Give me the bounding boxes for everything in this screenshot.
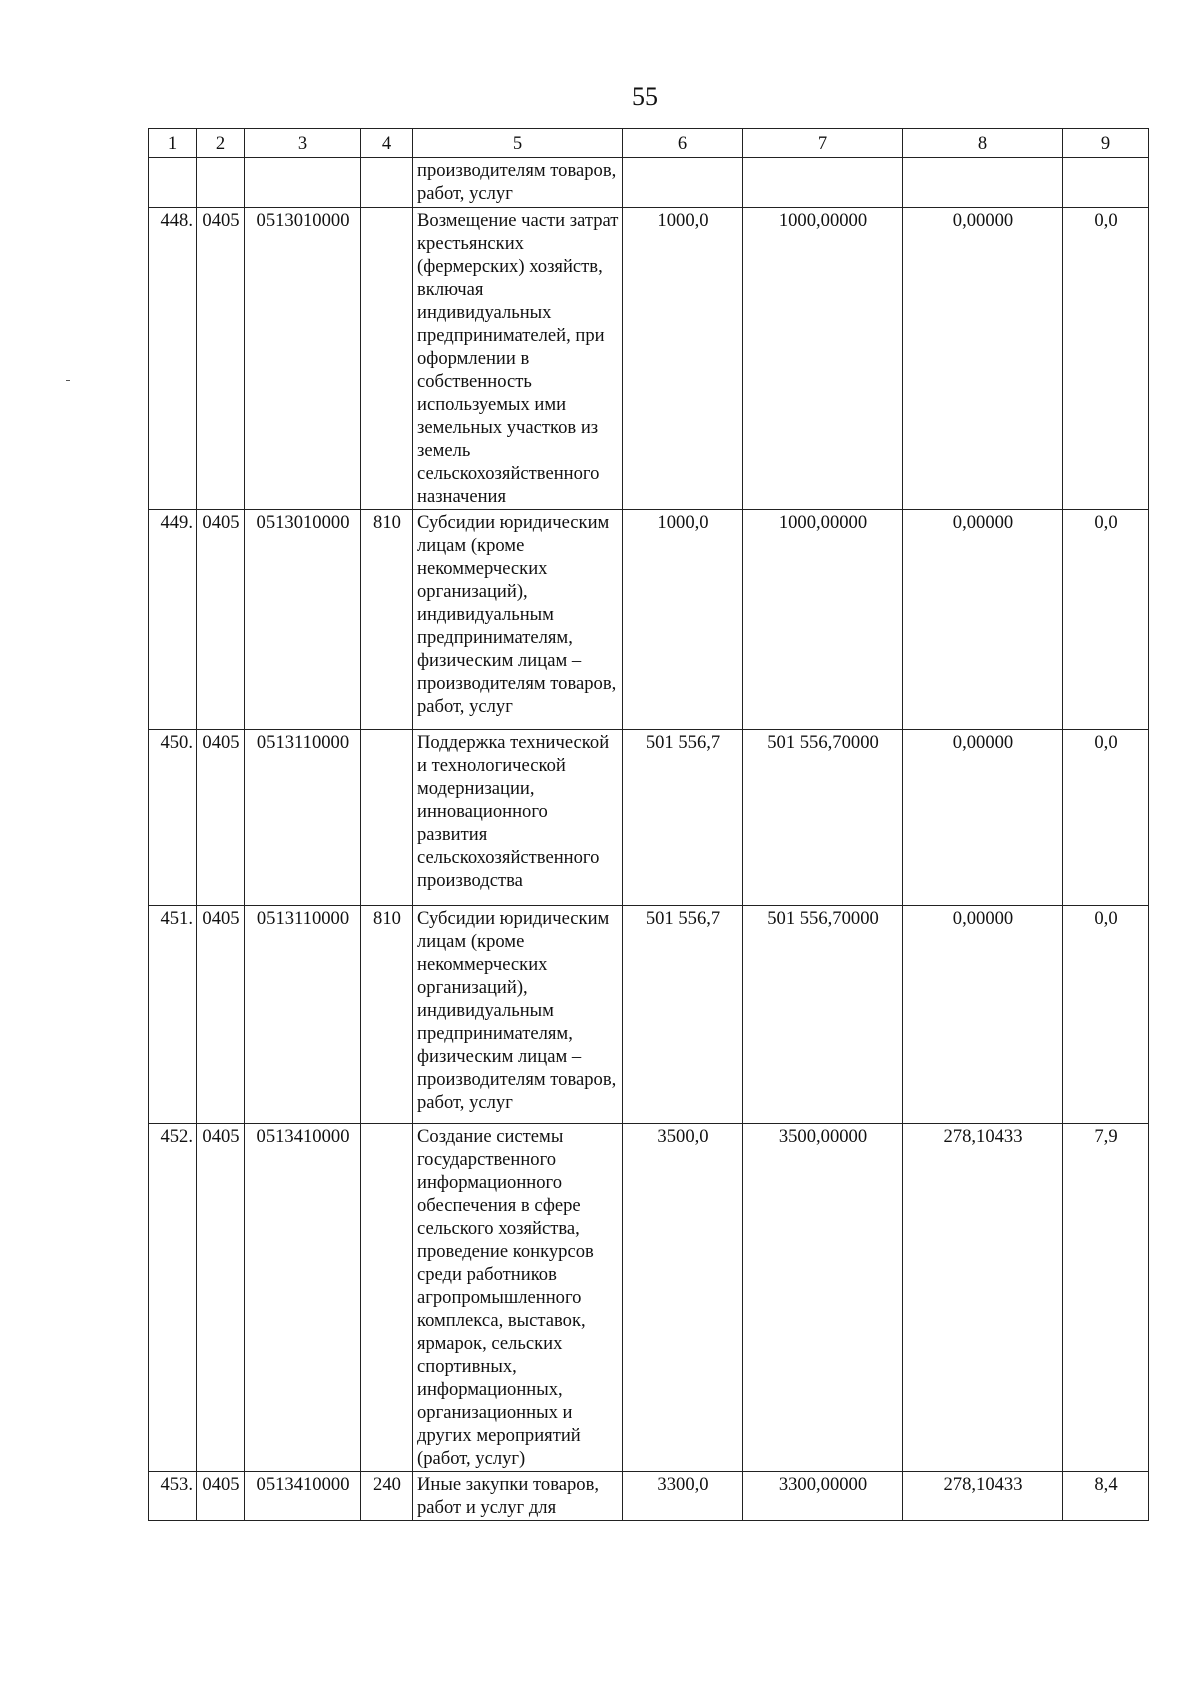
expense-type-cell (361, 158, 413, 208)
row-number-cell: 453. (149, 1472, 197, 1521)
planned-amount-cell: 501 556,7 (623, 730, 743, 906)
planned-amount-cell: 3500,0 (623, 1124, 743, 1472)
header-cell: 3 (245, 129, 361, 158)
executed-amount-cell (903, 158, 1063, 208)
expense-type-cell (361, 208, 413, 510)
planned-amount-cell: 3300,0 (623, 1472, 743, 1521)
budget-table (148, 128, 1149, 1521)
adjusted-amount-cell (743, 158, 903, 208)
row-number-cell: 452. (149, 1124, 197, 1472)
item-name-cell: Субсидии юридическим лицам (кроме некоммерческих организаций), индивидуальным предпринимателям, физическим лицам – производителям товаров, работ, услуг (413, 906, 623, 1124)
article-code-cell (245, 158, 361, 208)
table-row (149, 208, 1149, 510)
expense-type-cell: 240 (361, 1472, 413, 1521)
planned-amount-cell: 1000,0 (623, 510, 743, 730)
article-code-cell: 0513410000 (245, 1124, 361, 1472)
row-number-cell: 451. (149, 906, 197, 1124)
executed-amount-cell: 278,10433 (903, 1472, 1063, 1521)
planned-amount-cell: 501 556,7 (623, 906, 743, 1124)
row-number-cell (149, 158, 197, 208)
header-cell: 1 (149, 129, 197, 158)
header-cell: 8 (903, 129, 1063, 158)
article-code-cell: 0513110000 (245, 730, 361, 906)
header-cell: 7 (743, 129, 903, 158)
execution-percent-cell: 0,0 (1063, 906, 1149, 1124)
execution-percent-cell: 7,9 (1063, 1124, 1149, 1472)
table-row (149, 730, 1149, 906)
execution-percent-cell: 0,0 (1063, 730, 1149, 906)
adjusted-amount-cell: 3300,00000 (743, 1472, 903, 1521)
expense-type-cell (361, 1124, 413, 1472)
item-name-cell: Иные закупки товаров, работ и услуг для (413, 1472, 623, 1521)
section-code-cell: 0405 (197, 510, 245, 730)
executed-amount-cell: 0,00000 (903, 730, 1063, 906)
executed-amount-cell: 0,00000 (903, 510, 1063, 730)
item-name-cell: Поддержка технической и технологической модернизации, инновационного развития сельскохозяйственного производства (413, 730, 623, 906)
article-code-cell: 0513010000 (245, 510, 361, 730)
execution-percent-cell: 0,0 (1063, 510, 1149, 730)
execution-percent-cell: 0,0 (1063, 208, 1149, 510)
item-name-cell: Возмещение части затрат крестьянских (фермерских) хозяйств, включая индивидуальных предпринимателей, при оформлении в собственность используемых ими земельных участков из земель сельскохозяйственного назначения (413, 208, 623, 510)
execution-percent-cell (1063, 158, 1149, 208)
section-code-cell: 0405 (197, 1124, 245, 1472)
expense-type-cell: 810 (361, 510, 413, 730)
item-name-cell: производителям товаров, работ, услуг (413, 158, 623, 208)
adjusted-amount-cell: 1000,00000 (743, 510, 903, 730)
adjusted-amount-cell: 3500,00000 (743, 1124, 903, 1472)
section-code-cell (197, 158, 245, 208)
header-cell: 4 (361, 129, 413, 158)
item-name-cell: Создание системы государственного информационного обеспечения в сфере сельского хозяйства, проведение конкурсов среди работников агропромышленного комплекса, выставок, ярмарок, сельских спортивных, информационных, организационных и других мероприятий (работ, услуг) (413, 1124, 623, 1472)
table-row (149, 510, 1149, 730)
header-cell: 5 (413, 129, 623, 158)
scan-speck (66, 380, 70, 381)
adjusted-amount-cell: 1000,00000 (743, 208, 903, 510)
expense-type-cell: 810 (361, 906, 413, 1124)
section-code-cell: 0405 (197, 1472, 245, 1521)
executed-amount-cell: 278,10433 (903, 1124, 1063, 1472)
adjusted-amount-cell: 501 556,70000 (743, 730, 903, 906)
page-number: 55 (632, 82, 658, 111)
row-number-cell: 449. (149, 510, 197, 730)
header-cell: 6 (623, 129, 743, 158)
table-row (149, 158, 1149, 208)
article-code-cell: 0513410000 (245, 1472, 361, 1521)
section-code-cell: 0405 (197, 730, 245, 906)
executed-amount-cell: 0,00000 (903, 906, 1063, 1124)
planned-amount-cell (623, 158, 743, 208)
planned-amount-cell: 1000,0 (623, 208, 743, 510)
header-cell: 9 (1063, 129, 1149, 158)
table-row (149, 1472, 1149, 1521)
table-row (149, 1124, 1149, 1472)
header-cell: 2 (197, 129, 245, 158)
row-number-cell: 448. (149, 208, 197, 510)
item-name-cell: Субсидии юридическим лицам (кроме некоммерческих организаций), индивидуальным предпринимателям, физическим лицам – производителям товаров, работ, услуг (413, 510, 623, 730)
article-code-cell: 0513110000 (245, 906, 361, 1124)
article-code-cell: 0513010000 (245, 208, 361, 510)
table-row (149, 906, 1149, 1124)
row-number-cell: 450. (149, 730, 197, 906)
expense-type-cell (361, 730, 413, 906)
section-code-cell: 0405 (197, 906, 245, 1124)
adjusted-amount-cell: 501 556,70000 (743, 906, 903, 1124)
execution-percent-cell: 8,4 (1063, 1472, 1149, 1521)
table-header-row (149, 129, 1149, 158)
section-code-cell: 0405 (197, 208, 245, 510)
executed-amount-cell: 0,00000 (903, 208, 1063, 510)
